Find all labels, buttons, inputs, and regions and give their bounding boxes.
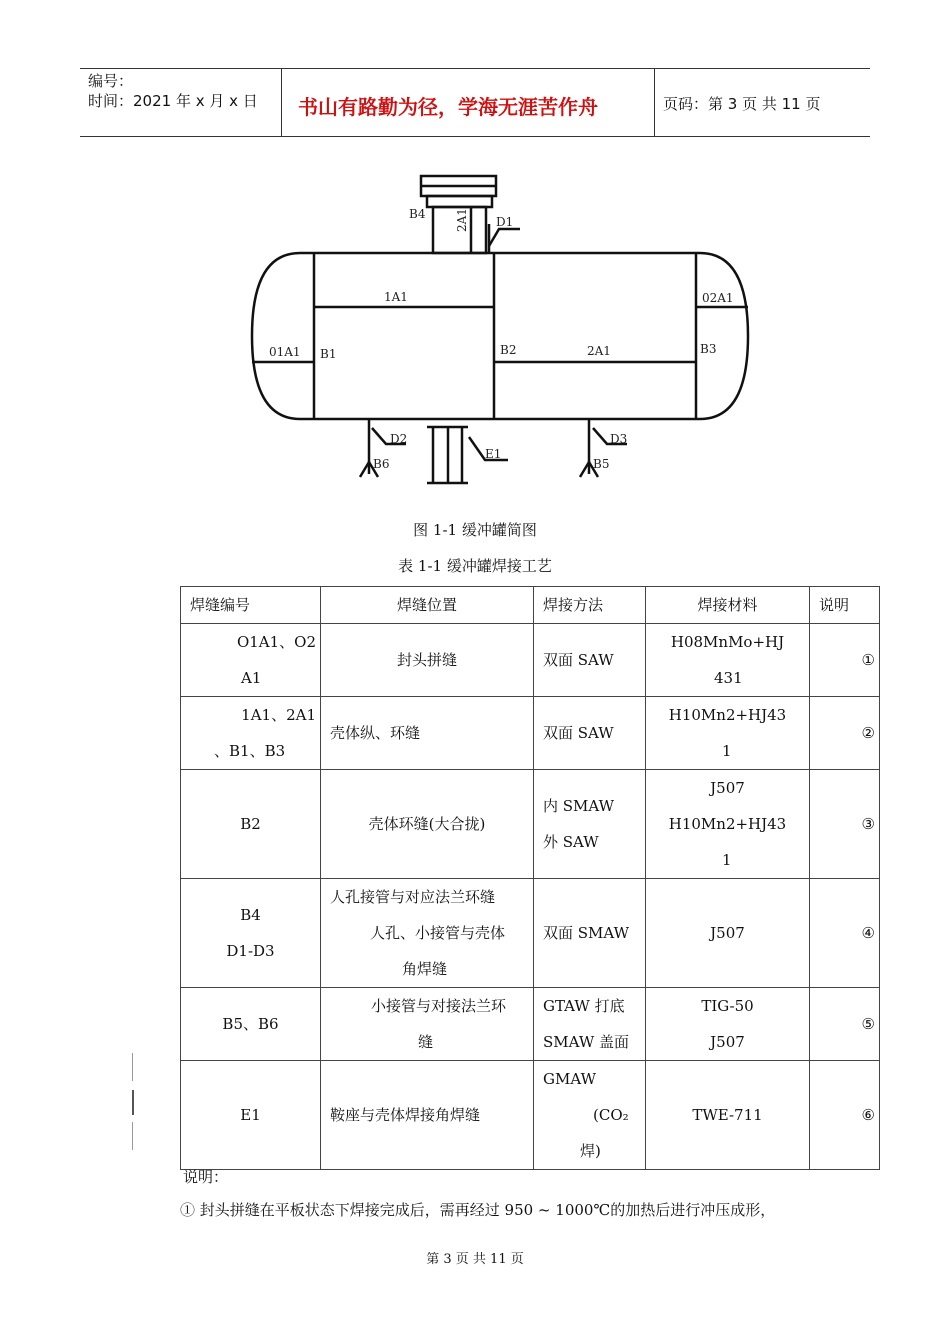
cell-position: 人孔接管与对应法兰环缝 人孔、小接管与壳体 角焊缝 bbox=[321, 879, 534, 988]
cell-method: GTAW 打底 SMAW 盖面 bbox=[534, 988, 646, 1061]
table-title: 表 1-1 缓冲罐焊接工艺 bbox=[398, 557, 552, 575]
manhole-flange bbox=[427, 196, 492, 207]
cell-note: ④ bbox=[810, 879, 880, 988]
label-02a1: 02A1 bbox=[702, 291, 734, 305]
label-e1: E1 bbox=[485, 447, 502, 461]
header-divider-1 bbox=[281, 68, 282, 136]
cell-id: B4 D1-D3 bbox=[181, 879, 321, 988]
label-b5: B5 bbox=[593, 457, 610, 471]
label-b2: B2 bbox=[500, 343, 517, 357]
cell-id: B5、B6 bbox=[181, 988, 321, 1061]
table-row bbox=[181, 770, 880, 879]
cell-material: TIG-50 J507 bbox=[646, 988, 810, 1061]
cell-id: 1A1、2A1 、B1、B3 bbox=[181, 697, 321, 770]
header-top-rule bbox=[80, 68, 870, 69]
header-id: 焊缝编号 bbox=[181, 587, 321, 624]
margin-mark bbox=[132, 1053, 133, 1081]
label-d3: D3 bbox=[610, 432, 628, 446]
tank-shell bbox=[252, 253, 748, 419]
label-d1: D1 bbox=[496, 215, 514, 229]
cell-method: 双面 SAW bbox=[534, 624, 646, 697]
table-row bbox=[181, 1061, 880, 1170]
cell-method: 双面 SAW bbox=[534, 697, 646, 770]
header-divider-2 bbox=[654, 68, 655, 136]
header-position: 焊缝位置 bbox=[321, 587, 534, 624]
table-row bbox=[181, 697, 880, 770]
table-row bbox=[181, 988, 880, 1061]
cell-note: ⑤ bbox=[810, 988, 880, 1061]
cell-method: 内 SMAW 外 SAW bbox=[534, 770, 646, 879]
label-1a1: 1A1 bbox=[384, 290, 408, 304]
label-01a1: 01A1 bbox=[269, 345, 301, 359]
cell-material: J507 bbox=[646, 879, 810, 988]
page-footer: 第 3 页 共 11 页 bbox=[426, 1252, 524, 1267]
cell-material: TWE-711 bbox=[646, 1061, 810, 1170]
table-row bbox=[181, 879, 880, 988]
margin-mark bbox=[132, 1122, 133, 1150]
label-b1: B1 bbox=[320, 347, 337, 361]
header-note: 说明 bbox=[810, 587, 880, 624]
label-b4: B4 bbox=[409, 207, 426, 221]
figure-caption: 图 1-1 缓冲罐简图 bbox=[413, 521, 537, 539]
header-time: 时间：2021 年 x 月 x 日 bbox=[88, 92, 258, 110]
margin-mark bbox=[132, 1090, 134, 1115]
label-d2: D2 bbox=[390, 432, 408, 446]
cell-position: 壳体环缝(大合拢) bbox=[321, 770, 534, 879]
notes-label: 说明： bbox=[183, 1168, 229, 1186]
cell-position: 小接管与对接法兰环 缝 bbox=[321, 988, 534, 1061]
cell-position: 封头拼缝 bbox=[321, 624, 534, 697]
label-b3: B3 bbox=[700, 342, 717, 356]
header-bottom-rule bbox=[80, 136, 870, 137]
cell-position: 鞍座与壳体焊接角焊缝 bbox=[321, 1061, 534, 1170]
label-b6: B6 bbox=[373, 457, 390, 471]
label-2a1-mid: 2A1 bbox=[587, 344, 611, 358]
cell-material: H08MnMo+HJ 431 bbox=[646, 624, 810, 697]
cell-note: ③ bbox=[810, 770, 880, 879]
buffer-tank-diagram bbox=[240, 170, 760, 490]
header-motto: 书山有路勤为径，学海无涯苦作舟 bbox=[298, 95, 598, 119]
nozzle-d1-lead bbox=[489, 229, 520, 246]
table-header-row bbox=[181, 587, 880, 624]
cell-method: GMAW (CO₂ 焊) bbox=[534, 1061, 646, 1170]
notes-item-1: ① 封头拼缝在平板状态下焊接完成后，需再经过 950 ~ 1000℃的加热后进行冲压成形， bbox=[180, 1201, 776, 1219]
table-row bbox=[181, 624, 880, 697]
label-2a1-vertical: 2A1 bbox=[455, 208, 469, 232]
welding-table bbox=[180, 586, 880, 1170]
cell-note: ① bbox=[810, 624, 880, 697]
cell-id: B2 bbox=[181, 770, 321, 879]
cell-method: 双面 SMAW bbox=[534, 879, 646, 988]
cell-id: E1 bbox=[181, 1061, 321, 1170]
header-page-info: 页码：第 3 页 共 11 页 bbox=[663, 95, 821, 113]
cell-note: ⑥ bbox=[810, 1061, 880, 1170]
cell-material: H10Mn2+HJ43 1 bbox=[646, 697, 810, 770]
header-material: 焊接材料 bbox=[646, 587, 810, 624]
cell-id: O1A1、O2 A1 bbox=[181, 624, 321, 697]
cell-note: ② bbox=[810, 697, 880, 770]
header-method: 焊接方法 bbox=[534, 587, 646, 624]
cell-position: 壳体纵、环缝 bbox=[321, 697, 534, 770]
header-number-label: 编号： bbox=[88, 72, 134, 90]
cell-material: J507 H10Mn2+HJ43 1 bbox=[646, 770, 810, 879]
